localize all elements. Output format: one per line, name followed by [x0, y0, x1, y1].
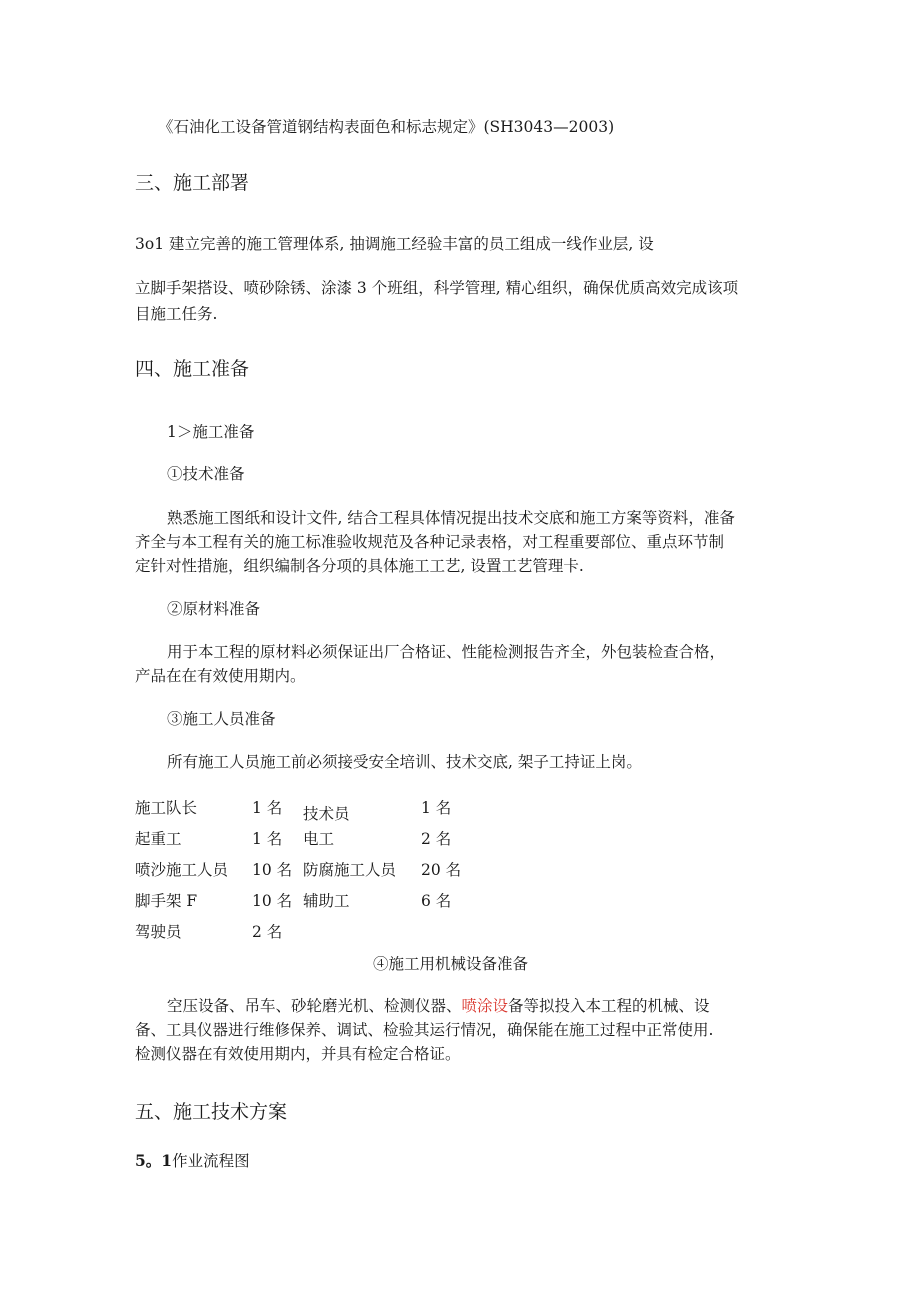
role-name: 防腐施工人员 [303, 861, 397, 879]
tech-prep-title: ①技术准备 [167, 465, 245, 483]
role-name: 施工队长 [135, 799, 198, 817]
role-count: 2 名 [252, 923, 283, 941]
role-name: 起重工 [135, 830, 182, 848]
subsection-heading: 1＞施工准备 [167, 423, 255, 441]
highlighted-text: 喷涂设 [461, 997, 509, 1015]
equipment-prep-line-3: 检测仪器在有效使用期内，并具有检定合格证。 [135, 1045, 461, 1063]
equipment-prep-line-2: 备、工具仪器进行维修保养、调试、检验其运行情况，确保能在施工过程中正常使用. [135, 1021, 714, 1039]
subsection-5-1 [135, 1150, 250, 1172]
role-name: 技术员 [303, 805, 350, 823]
role-name: 驾驶员 [135, 923, 182, 941]
section-5-heading: 五、施工技术方案 [135, 1101, 288, 1123]
role-count: 10 名 [252, 892, 293, 910]
section-4-heading: 四、施工准备 [135, 358, 250, 380]
role-name: 电工 [303, 830, 335, 848]
material-prep-line-2: 产品在在有效使用期内。 [135, 667, 306, 685]
role-count: 20 名 [421, 861, 462, 879]
role-count: 1 名 [252, 830, 283, 848]
subsection-number: 5。1 [135, 1151, 173, 1170]
section-3-para-line-2: 立脚手架搭设、喷砂除锈、涂漆 3 个班组，科学管理, 精心组织，确保优质高效完成该项 [135, 279, 739, 297]
role-name: 辅助工 [303, 892, 350, 910]
role-count: 6 名 [421, 892, 452, 910]
role-count: 2 名 [421, 830, 452, 848]
section-3-heading: 三、施工部署 [135, 172, 250, 194]
role-count: 1 名 [421, 799, 452, 817]
role-count: 1 名 [252, 799, 283, 817]
equipment-prep-title: ④施工用机械设备准备 [373, 955, 529, 973]
subsection-title: 作业流程图 [172, 1152, 250, 1170]
section-3-para-line-1: 3o1 建立完善的施工管理体系, 抽调施工经验丰富的员工组成一线作业层, 设 [135, 235, 654, 253]
personnel-prep-line-1: 所有施工人员施工前必须接受安全培训、技术交底, 架子工持证上岗。 [167, 753, 642, 771]
material-prep-title: ②原材料准备 [167, 600, 261, 618]
equipment-prep-line-1: 空压设备、吊车、砂轮磨光机、检测仪器、喷涂设备等拟投入本工程的机械、设 [167, 997, 710, 1015]
role-name: 脚手架 F [135, 892, 198, 910]
tech-prep-line-2: 齐全与本工程有关的施工标准验收规范及各种记录表格，对工程重要部位、重点环节制 [135, 533, 725, 551]
tech-prep-line-1: 熟悉施工图纸和设计文件, 结合工程具体情况提出技术交底和施工方案等资料，准备 [167, 509, 735, 527]
role-name: 喷沙施工人员 [135, 861, 229, 879]
role-count: 10 名 [252, 861, 293, 879]
personnel-prep-title: ③施工人员准备 [167, 710, 276, 728]
standard-reference: 《石油化工设备管道钢结构表面色和标志规定》(SH3043—2003) [158, 118, 615, 136]
tech-prep-line-3: 定针对性措施，组织编制各分项的具体施工工艺, 设置工艺管理卡. [135, 557, 584, 575]
material-prep-line-1: 用于本工程的原材料必须保证出厂合格证、性能检测报告齐全，外包装检查合格， [167, 643, 726, 661]
section-3-para-line-3: 目施工任务. [135, 305, 218, 323]
